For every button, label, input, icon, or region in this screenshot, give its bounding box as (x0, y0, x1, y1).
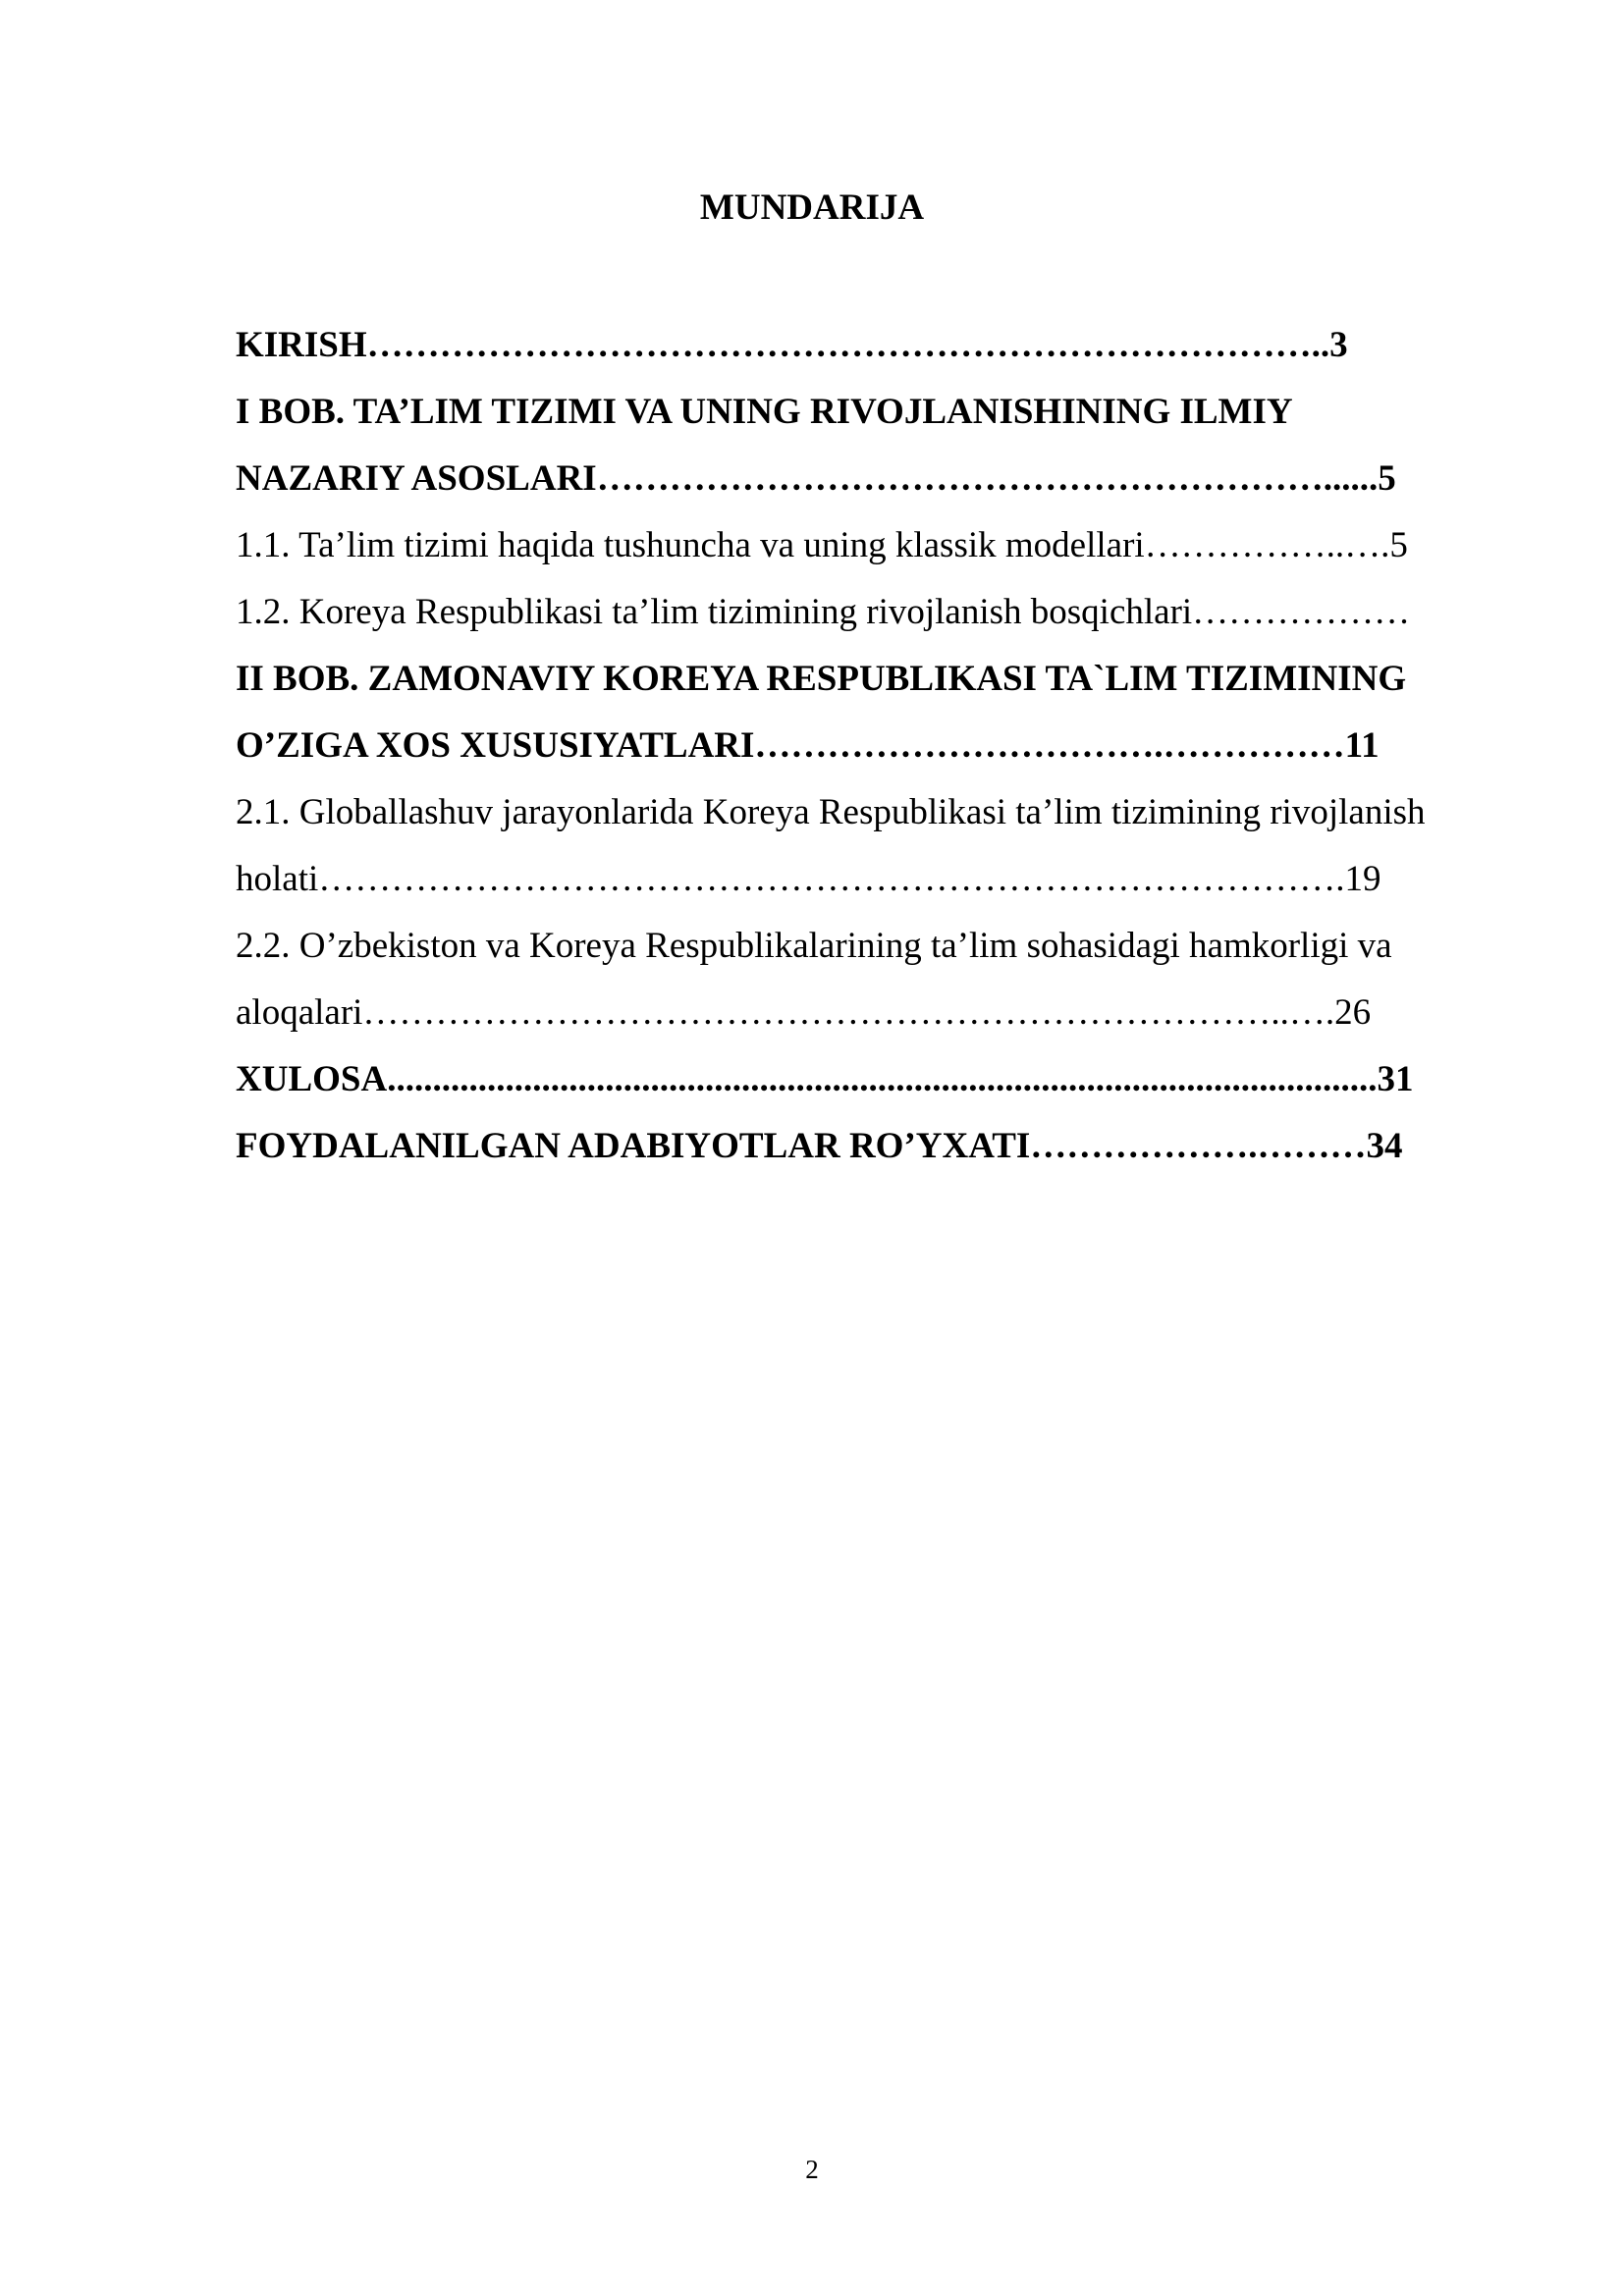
toc-title: MUNDARIJA (699, 187, 925, 228)
toc-entry-section-2-1-line-2: holati………………………………………………………………………….19 (236, 859, 1381, 899)
toc-entry-chapter-2-line-1: II BOB. ZAMONAVIY KOREYA RESPUBLIKASI TA`LIM TIZIMINING (236, 659, 1407, 699)
page-number: 2 (805, 2155, 819, 2184)
toc-entry-section-1-1: 1.1. Ta’lim tizimi haqida tushuncha va uning klassik modellari……………..….5 (236, 525, 1408, 565)
toc-entry-chapter-1-line-2: NAZARIY ASOSLARI……………………………………………………......5 (236, 458, 1396, 499)
toc-entry-section-1-2: 1.2. Koreya Respublikasi ta’lim tizimining rivojlanish bosqichlari……………… (236, 592, 1411, 632)
toc-entry-references: FOYDALANILGAN ADABIYOTLAR RO’YXATI……………….………34 (236, 1126, 1403, 1166)
toc-entry-chapter-1-line-1: I BOB. TA’LIM TIZIMI VA UNING RIVOJLANISHINING ILMIY (236, 392, 1293, 432)
toc-entry-xulosa: XULOSA.............................................................................................................31 (236, 1059, 1414, 1099)
toc-entry-section-2-1-line-1: 2.1. Globallashuv jarayonlarida Koreya Respublikasi ta’lim tizimining rivojlanish (236, 792, 1426, 832)
toc-entry-section-2-2-line-2: aloqalari…………………………………………………………………..….26 (236, 992, 1372, 1033)
toc-entry-chapter-2-line-2: O’ZIGA XOS XUSUSIYATLARI…………………………….……………11 (236, 725, 1380, 766)
toc-entry-section-2-2-line-1: 2.2. O’zbekiston va Koreya Respublikalarining ta’lim sohasidagi hamkorligi va (236, 926, 1392, 966)
toc-entry-kirish: KIRISH……………………………………………………………………..3 (236, 325, 1348, 365)
table-of-contents (236, 312, 1502, 1180)
